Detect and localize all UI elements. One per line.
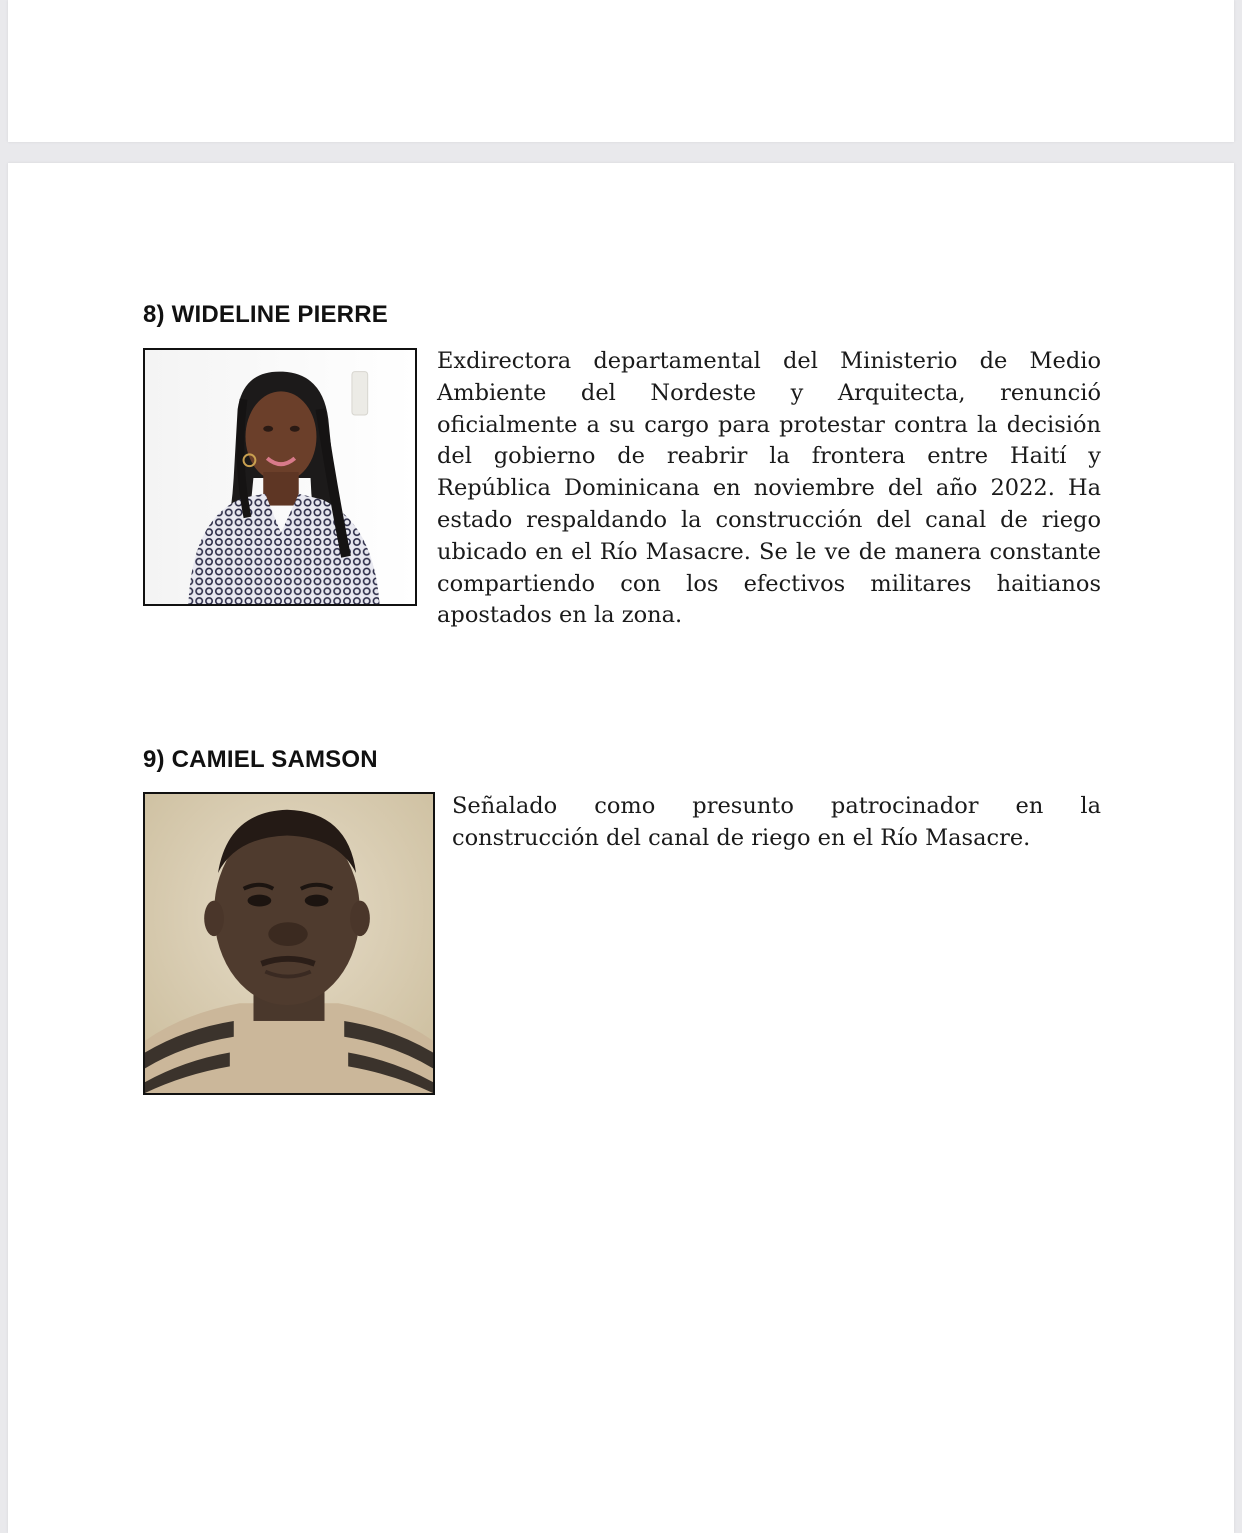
wideline-pierre-photo [143, 348, 417, 606]
camiel-samson-photo [143, 792, 435, 1095]
profile-heading-wideline-pierre: 8) WIDELINE PIERRE [143, 301, 388, 328]
wideline-pierre-description: Exdirectora departamental del Ministerio de Medio Ambiente del Nordeste y Arquitecta, renunció oficialmente a su cargo para protestar contra la decisión del gobierno de reabrir la frontera entre Haití y República Dominicana en noviembre del año 2022. Ha estado respaldando la construcción del canal de riego ubicado en el Río Masacre. Se le ve de manera constante compartiendo con los efectivos militares haitianos apostados en la zona. [437, 348, 1101, 629]
camiel-samson-description: Señalado como presunto patrocinador en la construcción del canal de riego en el Río Masacre. [452, 793, 1101, 851]
woman-portrait-icon [145, 350, 415, 604]
profile-heading-camiel-samson: 9) CAMIEL SAMSON [143, 746, 378, 773]
previous-page [8, 0, 1234, 142]
man-portrait-icon [145, 794, 433, 1093]
